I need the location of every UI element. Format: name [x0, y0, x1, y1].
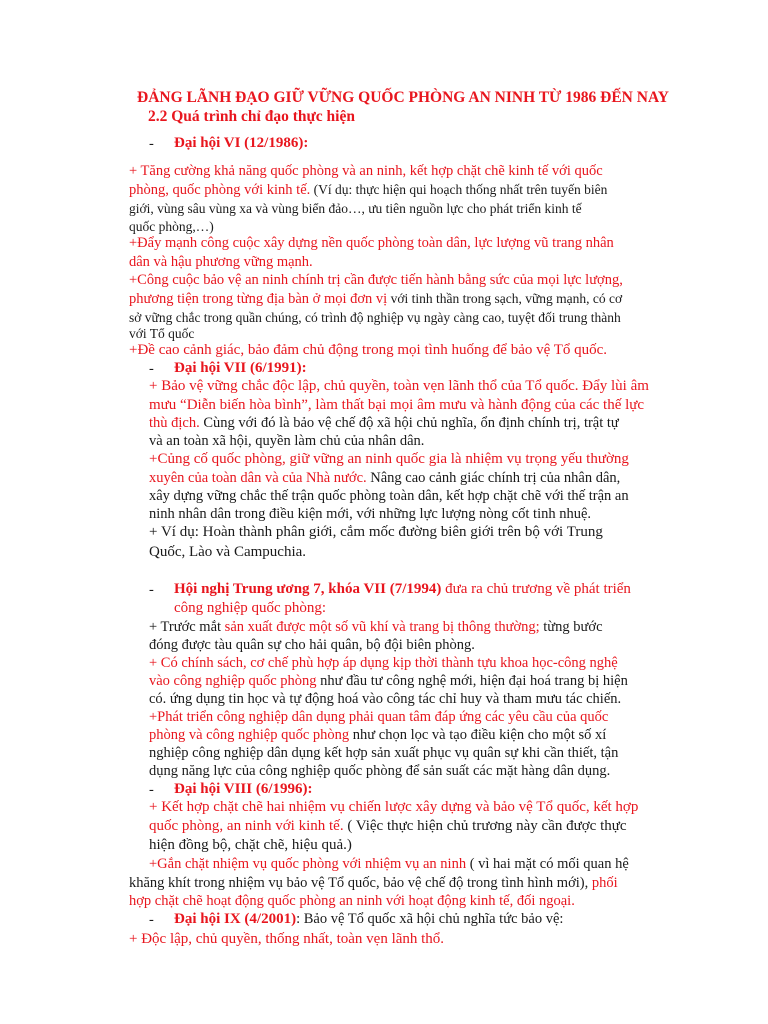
text-line: vào công nghiệp quốc phòng như đầu tư công nghệ mới, hiện đại hoá trang bị hiện	[149, 673, 628, 689]
text-line: + Kết hợp chặt chẽ hai nhiệm vụ chiến lược xây dựng và bảo vệ Tổ quốc, kết hợp	[149, 799, 639, 815]
section-heading-dai-hoi-vii: Đại hội VII (6/1991):	[174, 360, 307, 376]
section-heading-hoi-nghi-tw7: Hội nghị Trung ương 7, khóa VII (7/1994) đưa ra chủ trương về phát triển	[174, 581, 631, 597]
text-line: phòng, quốc phòng với kinh tế. (Ví dụ: thực hiện qui hoạch thống nhất trên tuyến biên	[129, 182, 608, 198]
section-heading-dai-hoi-vi: Đại hội VI (12/1986):	[174, 135, 309, 151]
text-line: có. ứng dụng tin học và tự động hoá vào công tác chỉ huy và tham mưu tác chiến.	[149, 691, 622, 707]
list-dash: -	[149, 782, 154, 798]
text-line: hiện đồng bộ, chặt chẽ, hiệu quả.)	[149, 837, 352, 853]
text-line: quốc phòng, an ninh với kinh tế. ( Việc thực hiện chủ trương này cần được thực	[149, 818, 627, 834]
text-line: + Tăng cường khả năng quốc phòng và an ninh, kết hợp chặt chẽ kinh tế với quốc	[129, 163, 603, 179]
text-line: + Độc lập, chủ quyền, thống nhất, toàn vẹn lãnh thổ.	[129, 931, 445, 947]
list-dash: -	[149, 136, 154, 152]
section-heading-dai-hoi-viii: Đại hội VIII (6/1996):	[174, 781, 313, 797]
text-line: mưu “Diễn biến hòa bình”, làm thất bại mọi âm mưu và hành động của các thế lực	[149, 397, 645, 413]
text-line: khăng khít trong nhiệm vụ bảo vệ Tổ quốc, bảo vệ chế độ trong tình hình mới), phối	[129, 875, 618, 891]
text-line: +Phát triển công nghiệp dân dụng phải quan tâm đáp ứng các yêu cầu của quốc	[149, 709, 609, 725]
text-line: + Có chính sách, cơ chế phù hợp áp dụng kịp thời thành tựu khoa học-công nghệ	[149, 655, 618, 671]
text-line: quốc phòng,…)	[129, 219, 214, 234]
text-line: +Đề cao cảnh giác, bảo đảm chủ động trong mọi tình huống để bảo vệ Tổ quốc.	[129, 342, 608, 358]
text-line: với Tổ quốc	[129, 326, 195, 341]
text-line: xuyên của toàn dân và của Nhà nước. Nâng cao cảnh giác chính trị của nhân dân,	[149, 470, 621, 486]
text-line: nghiệp công nghiệp dân dụng kết hợp sản xuất phục vụ quân sự khi cần thiết, tận	[149, 745, 619, 761]
text-line: +Công cuộc bảo vệ an ninh chính trị cần được tiến hành bằng sức của mọi lực lượng,	[129, 272, 623, 288]
text-line: + Ví dụ: Hoàn thành phân giới, cắm mốc đường biên giới trên bộ với Trung	[149, 524, 603, 540]
text-line: dụng năng lực của công nghiệp quốc phòng để sản suất các mặt hàng dân dụng.	[149, 763, 611, 779]
text-line: thù địch. Cùng với đó là bảo vệ chế độ xã hội chủ nghĩa, ổn định chính trị, trật tự	[149, 415, 619, 431]
text-line: sở vững chắc trong quần chúng, có trình độ nghiệp vụ ngày càng cao, tuyệt đối trung thành	[129, 310, 621, 325]
page-title: ĐẢNG LÃNH ĐẠO GIỮ VỮNG QUỐC PHÒNG AN NINH TỪ 1986 ĐẾN NAY	[137, 89, 669, 106]
text-line: ninh nhân dân trong điều kiện mới, với những lực lượng nòng cốt tinh nhuệ.	[149, 506, 592, 522]
section-heading-dai-hoi-ix: Đại hội IX (4/2001): Bảo vệ Tổ quốc xã hội chủ nghĩa tức bảo vệ:	[174, 911, 564, 927]
text-line: +Đẩy mạnh công cuộc xây dựng nền quốc phòng toàn dân, lực lượng vũ trang nhân	[129, 235, 614, 251]
text-line: phòng và công nghiệp quốc phòng như chọn lọc và tạo điều kiện cho một số xí	[149, 727, 607, 743]
list-dash: -	[149, 361, 154, 377]
list-dash: -	[149, 912, 154, 928]
text-line: +Củng cố quốc phòng, giữ vững an ninh quốc gia là nhiệm vụ trọng yếu thường	[149, 451, 629, 467]
text-line: dân và hậu phương vững mạnh.	[129, 254, 313, 270]
text-line: xây dựng vững chắc thế trận quốc phòng toàn dân, kết hợp chặt chẽ với thế trận an	[149, 488, 629, 504]
text-line: phương tiện trong từng địa bàn ở mọi đơn vị với tinh thần trong sạch, vững mạnh, có cơ	[129, 291, 623, 307]
text-line: giới, vùng sâu vùng xa và vùng biển đảo…, ưu tiên nguồn lực cho phát triển kinh tế	[129, 201, 582, 216]
text-line: Quốc, Lào và Campuchia.	[149, 544, 307, 560]
text-line: +Gắn chặt nhiệm vụ quốc phòng với nhiệm vụ an ninh ( vì hai mặt có mối quan hệ	[149, 856, 629, 872]
text-line: + Trước mắt sản xuất được một số vũ khí và trang bị thông thường; từng bước	[149, 619, 603, 635]
text-line: và an toàn xã hội, quyền làm chủ của nhân dân.	[149, 433, 425, 449]
text-line: đóng được tàu quân sự cho hải quân, bộ đội biên phòng.	[149, 637, 475, 653]
text-line: công nghiệp quốc phòng:	[174, 600, 327, 616]
text-line: + Bảo vệ vững chắc độc lập, chủ quyền, toàn vẹn lãnh thổ của Tổ quốc. Đẩy lùi âm	[149, 378, 649, 394]
text-line: hợp chặt chẽ hoạt động quốc phòng an ninh với hoạt động kinh tế, đối ngoại.	[129, 893, 575, 909]
section-subtitle: 2.2 Quá trình chỉ đạo thực hiện	[148, 108, 355, 125]
list-dash: -	[149, 582, 154, 598]
